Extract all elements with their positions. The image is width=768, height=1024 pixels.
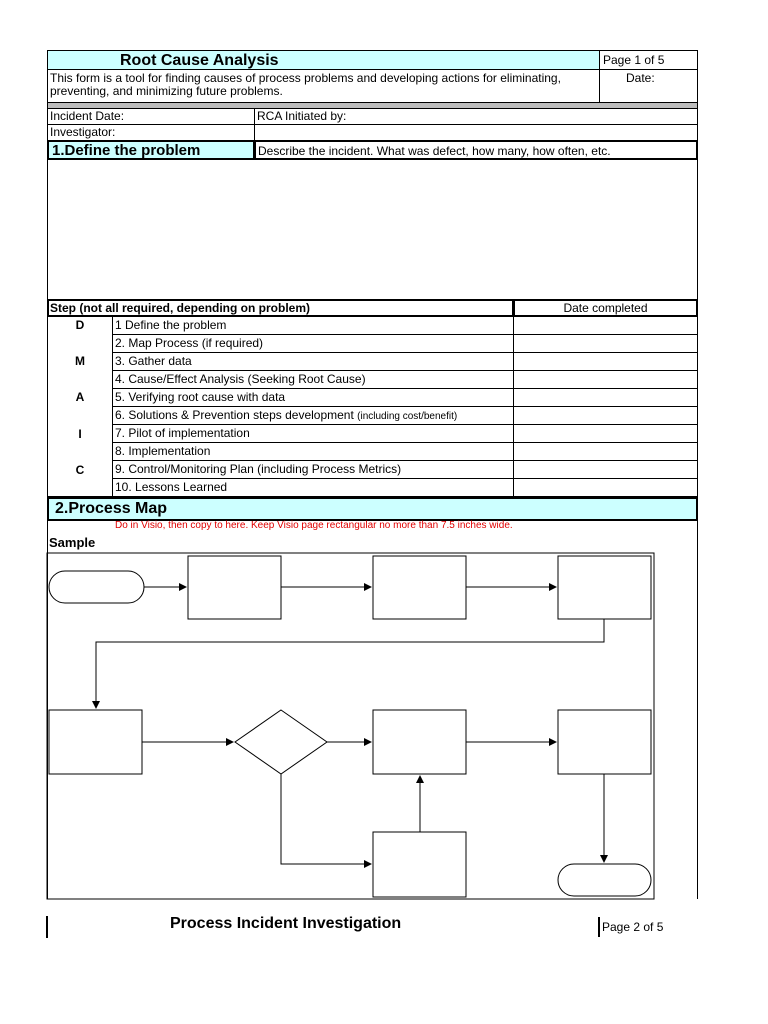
description-text: This form is a tool for finding causes of process problems and developing actions for eliminating, preventing, and minimizing future problems. (50, 71, 561, 98)
dmaic-letter-c: C (75, 463, 85, 477)
date-completed-header: Date completed (513, 299, 698, 317)
process-map-heading: 2.Process Map (55, 500, 168, 517)
footer-page-number: Page 2 of 5 (602, 920, 664, 934)
page-number: Page 1 of 5 (603, 53, 665, 67)
form-title: Root Cause Analysis (120, 52, 279, 69)
connector-decision-to-box7 (281, 774, 371, 864)
connector-row1-to-row2 (96, 619, 604, 708)
footer-left-bar (46, 916, 48, 938)
step-row-10: 10. Lessons Learned (112, 478, 514, 497)
step-row-9: 9. Control/Monitoring Plan (including Process Metrics) (112, 460, 514, 479)
dmaic-letter-d: D (75, 318, 85, 332)
visio-instruction: Do in Visio, then copy to here. Keep Visio page rectangular no more than 7.5 inches wide. (115, 520, 513, 531)
process-box-2 (373, 556, 466, 619)
steps-header: Step (not all required, depending on problem) (47, 299, 514, 317)
dmaic-letter-i: I (78, 427, 82, 441)
define-prompt: Describe the incident. What was defect, how many, how often, etc. (258, 144, 611, 158)
process-box-1 (188, 556, 281, 619)
dmaic-letter-m: M (75, 354, 85, 368)
start-terminator (49, 571, 144, 603)
process-box-7 (373, 832, 466, 897)
step-row-2: 2. Map Process (if required) (112, 334, 514, 353)
process-box-3 (558, 556, 651, 619)
investigator-label: Investigator: (50, 125, 116, 139)
footer-page-bar (598, 917, 600, 937)
define-heading: 1.Define the problem (52, 142, 201, 159)
step-row-6: 6. Solutions & Prevention steps development (including cost/benefit) (112, 406, 514, 425)
process-box-6 (558, 710, 651, 774)
incident-date-label: Incident Date: (50, 109, 125, 123)
step-row-8: 8. Implementation (112, 442, 514, 461)
step-row-1: 1 Define the problem (112, 316, 514, 335)
date-label: Date: (626, 71, 655, 85)
footer-title: Process Incident Investigation (170, 915, 402, 932)
step-row-7: 7. Pilot of implementation (112, 424, 514, 443)
end-terminator (558, 864, 651, 896)
rca-initiated-label: RCA Initiated by: (257, 109, 347, 123)
step-row-4: 4. Cause/Effect Analysis (Seeking Root Cause) (112, 370, 514, 389)
process-box-4 (49, 710, 142, 774)
sample-label: Sample (49, 535, 96, 550)
step-6-note: (including cost/benefit) (357, 411, 458, 422)
dmaic-letter-a: A (75, 390, 85, 404)
step-row-5: 5. Verifying root cause with data (112, 388, 514, 407)
step-row-3: 3. Gather data (112, 352, 514, 371)
process-box-5 (373, 710, 466, 774)
decision-diamond (235, 710, 327, 774)
